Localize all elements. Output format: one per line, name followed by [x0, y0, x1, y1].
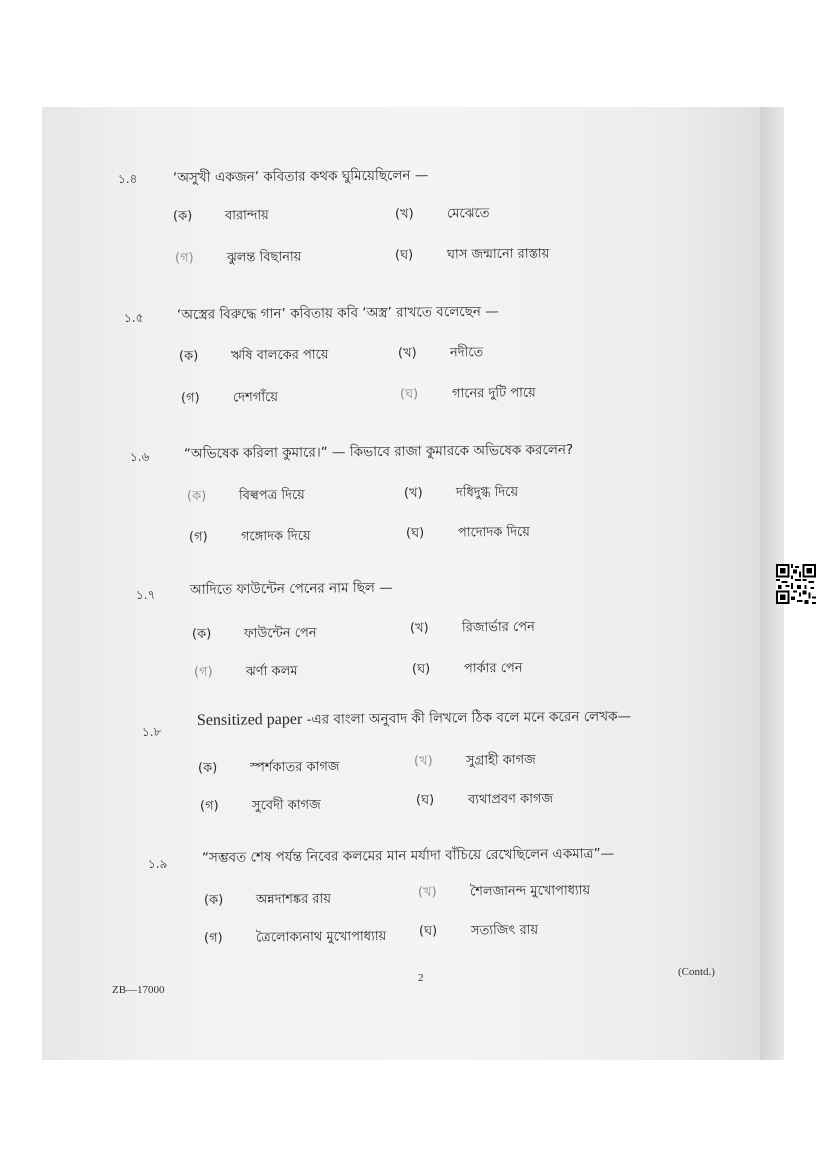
paper-code: ZB—17000: [112, 984, 165, 996]
option-text: ঘাস জন্মানো রাস্তায়: [446, 246, 550, 263]
option-text: বারান্দায়: [224, 207, 269, 224]
option: [187, 486, 305, 508]
option: [198, 758, 340, 780]
option-text: রিজার্ভার পেন: [461, 619, 535, 636]
question-text-bengali: -এর বাংলা অনুবাদ কী লিখলে ঠিক বলে মনে করেন লেখক—: [302, 708, 632, 728]
question-number: ১.৮: [141, 724, 162, 739]
option-label: (গ): [180, 390, 200, 406]
option: [179, 345, 329, 368]
option-label: (গ): [203, 930, 223, 946]
option-label: (গ): [188, 529, 208, 545]
option: [406, 523, 530, 545]
option: [412, 659, 523, 681]
question-text: “সম্ভবত শেষ পর্যন্ত নিবের কলমের মান মর্যাদা বাঁচিয়ে রেখেছিলেন একমাত্র”—: [201, 845, 615, 866]
question-number: ১.৯: [147, 856, 168, 871]
option-label: (ক): [186, 488, 207, 504]
option-text: দেশগাঁয়ে: [232, 389, 279, 406]
option: [398, 343, 484, 365]
qr-code-icon: [776, 564, 816, 604]
option: [395, 204, 490, 226]
question-text: “অভিষেক করিলা কুমারে।” — কিভাবে রাজা কুমারকে অভিষেক করলেন?: [183, 441, 574, 462]
option: [414, 751, 536, 773]
option-label: (ক): [197, 760, 218, 776]
question-number: ১.৪: [117, 171, 138, 186]
option-text: ত্রৈলোক্যনাথ মুখোপাধ্যায়: [255, 929, 387, 946]
option-text: সুগ্রাহী কাগজ: [465, 752, 536, 769]
option: [181, 388, 278, 410]
option: [204, 927, 386, 950]
option: [194, 662, 298, 684]
option-label: (খ): [417, 884, 437, 900]
option: [173, 206, 269, 228]
option-text: গানের দুটি পায়ে: [451, 385, 536, 402]
question-text: ‘অস্ত্রের বিরুদ্ধে গান’ কবিতায় কবি ‘অস্ত্র’ রাখতে বলেছেন —: [176, 303, 499, 323]
option-label: (ক): [203, 892, 224, 908]
option-label: (খ): [394, 206, 414, 222]
option: [395, 244, 550, 267]
scanned-page: [42, 107, 784, 1060]
option-text: সত্যজিৎ রায়: [470, 922, 539, 939]
option: [410, 618, 535, 640]
option-label: (গ): [199, 798, 219, 814]
option-text: ঝুলন্ত বিছানায়: [226, 249, 302, 266]
option: [204, 890, 331, 912]
question-number: ১.৭: [135, 587, 156, 602]
option: [416, 790, 553, 812]
option-label: (ঘ): [418, 923, 438, 939]
option-text: গঙ্গোদক দিয়ে: [240, 528, 311, 545]
option-text: সুবেদী কাগজ: [251, 797, 321, 814]
option-text: স্পর্শকাতর কাগজ: [249, 759, 340, 776]
option: [419, 921, 538, 943]
option-label: (গ): [174, 250, 194, 266]
option-label: (খ): [397, 345, 417, 361]
option-text: ঝর্ণা কলম: [245, 663, 298, 680]
option-label: (গ): [193, 664, 213, 680]
option-text: অন্নদাশঙ্কর রায়: [255, 891, 332, 908]
option-text: বিল্বপত্র দিয়ে: [238, 487, 305, 504]
option-label: (ঘ): [411, 661, 431, 677]
option-label: (খ): [403, 485, 423, 501]
option-text: ঋষি বালকের পায়ে: [230, 347, 329, 364]
question-text: [197, 705, 631, 733]
option-text: পাদোদক দিয়ে: [457, 524, 530, 541]
option-text: নদীতে: [449, 345, 484, 361]
question-number: ১.৬: [129, 449, 150, 464]
option-text: ব্যথাপ্রবণ কাগজ: [467, 791, 554, 808]
option-label: (ক): [172, 208, 193, 224]
contd-label: (Contd.): [678, 966, 715, 978]
option-label: (ঘ): [399, 386, 419, 402]
option-label: (ঘ): [405, 525, 425, 541]
page-number: 2: [418, 972, 424, 984]
question-text: ‘অসুখী একজন’ কবিতার কথক ঘুমিয়েছিলেন —: [172, 167, 429, 186]
option: [200, 796, 321, 818]
option-text: মেঝেতে: [446, 206, 490, 222]
option: [189, 527, 311, 549]
option-text: পার্কার পেন: [463, 660, 523, 677]
option-text: দধিদুগ্ধ দিয়ে: [455, 484, 519, 501]
option: [418, 881, 590, 904]
option-label: (ঘ): [394, 247, 414, 263]
option: [175, 248, 302, 270]
question-text-latin: Sensitized paper: [196, 710, 303, 729]
option-label: (ঘ): [415, 792, 435, 808]
question-text: আদিতে ফাউন্টেন পেনের নাম ছিল —: [189, 579, 393, 598]
option: [192, 624, 317, 646]
option-label: (খ): [413, 753, 433, 769]
option-text: ফাউন্টেন পেন: [243, 625, 317, 642]
question-number: ১.৫: [123, 310, 144, 325]
option: [400, 384, 536, 406]
option-label: (ক): [178, 348, 199, 364]
option-label: (ক): [191, 626, 212, 642]
option-text: শৈলজানন্দ মুখোপাধ্যায়: [469, 883, 591, 900]
option-label: (খ): [409, 620, 429, 636]
option: [404, 483, 518, 505]
